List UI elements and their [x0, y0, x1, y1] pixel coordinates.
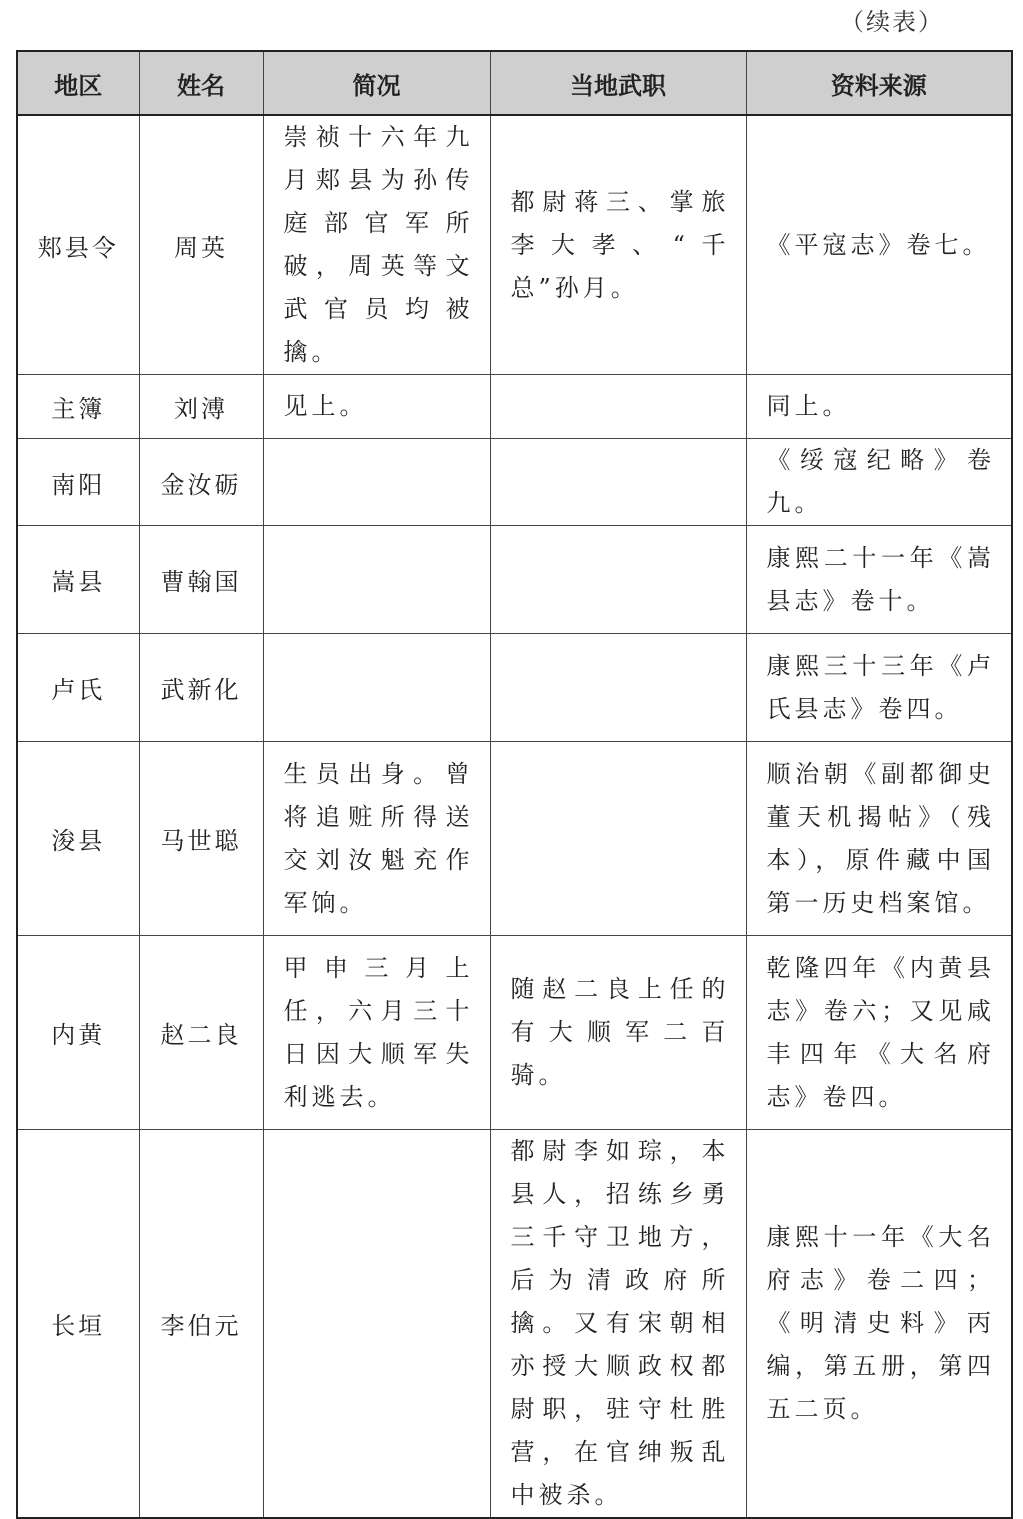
- header-summary: 简况: [263, 51, 490, 115]
- cell-region: 长垣: [17, 1130, 139, 1519]
- cell-region: 内黄: [17, 936, 139, 1130]
- table-continued-caption: （续表）: [840, 8, 944, 36]
- table-row: [17, 375, 1012, 439]
- cell-name: 曹翰国: [139, 526, 263, 634]
- cell-military: [490, 439, 746, 526]
- cell-source: 康熙三十三年《卢氏县志》卷四。: [746, 634, 1012, 742]
- cell-source: 顺治朝《副都御史董天机揭帖》（残本），原件藏中国第一历史档案馆。: [746, 742, 1012, 936]
- cell-military: 都尉蒋三、掌旅李大孝、“千总”孙月。: [490, 115, 746, 375]
- cell-military: [490, 375, 746, 439]
- cell-military: 随赵二良上任的有大顺军二百骑。: [490, 936, 746, 1130]
- table-row: [17, 115, 1012, 375]
- table-row: [17, 936, 1012, 1130]
- cell-region: 卢氏: [17, 634, 139, 742]
- cell-region: 南阳: [17, 439, 139, 526]
- cell-summary: 崇祯十六年九月郏县为孙传庭部官军所破，周英等文武官员均被擒。: [263, 115, 490, 375]
- table-row: [17, 439, 1012, 526]
- cell-name: 刘溥: [139, 375, 263, 439]
- cell-source: 《绥寇纪略》卷九。: [746, 439, 1012, 526]
- table-row: [17, 742, 1012, 936]
- header-region: 地区: [17, 51, 139, 115]
- cell-summary: [263, 526, 490, 634]
- cell-region: 浚县: [17, 742, 139, 936]
- table-row: [17, 526, 1012, 634]
- cell-summary: [263, 1130, 490, 1519]
- cell-name: 武新化: [139, 634, 263, 742]
- cell-summary: [263, 439, 490, 526]
- cell-name: 周英: [139, 115, 263, 375]
- header-military: 当地武职: [490, 51, 746, 115]
- cell-name: 金汝砺: [139, 439, 263, 526]
- table-row: [17, 634, 1012, 742]
- cell-military: [490, 742, 746, 936]
- cell-name: 赵二良: [139, 936, 263, 1130]
- officials-table: [16, 50, 1013, 1519]
- cell-source: 康熙二十一年《嵩县志》卷十。: [746, 526, 1012, 634]
- cell-region: 郏县令: [17, 115, 139, 375]
- cell-source: 同上。: [746, 375, 1012, 439]
- cell-source: 《平寇志》卷七。: [746, 115, 1012, 375]
- cell-military: 都尉李如琮，本县人，招练乡勇三千守卫地方，后为清政府所擒。又有宋朝相亦授大顺政权都尉职，驻守杜胜营，在官绅叛乱中被杀。: [490, 1130, 746, 1519]
- cell-name: 李伯元: [139, 1130, 263, 1519]
- cell-source: 康熙十一年《大名府志》卷二四；《明清史料》丙编，第五册，第四五二页。: [746, 1130, 1012, 1519]
- cell-name: 马世聪: [139, 742, 263, 936]
- cell-military: [490, 526, 746, 634]
- cell-region: 嵩县: [17, 526, 139, 634]
- header-source: 资料来源: [746, 51, 1012, 115]
- cell-summary: [263, 634, 490, 742]
- cell-summary: 生员出身。曾将追赃所得送交刘汝魁充作军饷。: [263, 742, 490, 936]
- header-name: 姓名: [139, 51, 263, 115]
- table-header-row: [17, 51, 1012, 115]
- cell-summary: 见上。: [263, 375, 490, 439]
- cell-region: 主簿: [17, 375, 139, 439]
- cell-summary: 甲申三月上任，六月三十日因大顺军失利逃去。: [263, 936, 490, 1130]
- table-row: [17, 1130, 1012, 1519]
- cell-military: [490, 634, 746, 742]
- cell-source: 乾隆四年《内黄县志》卷六；又见咸丰四年《大名府志》卷四。: [746, 936, 1012, 1130]
